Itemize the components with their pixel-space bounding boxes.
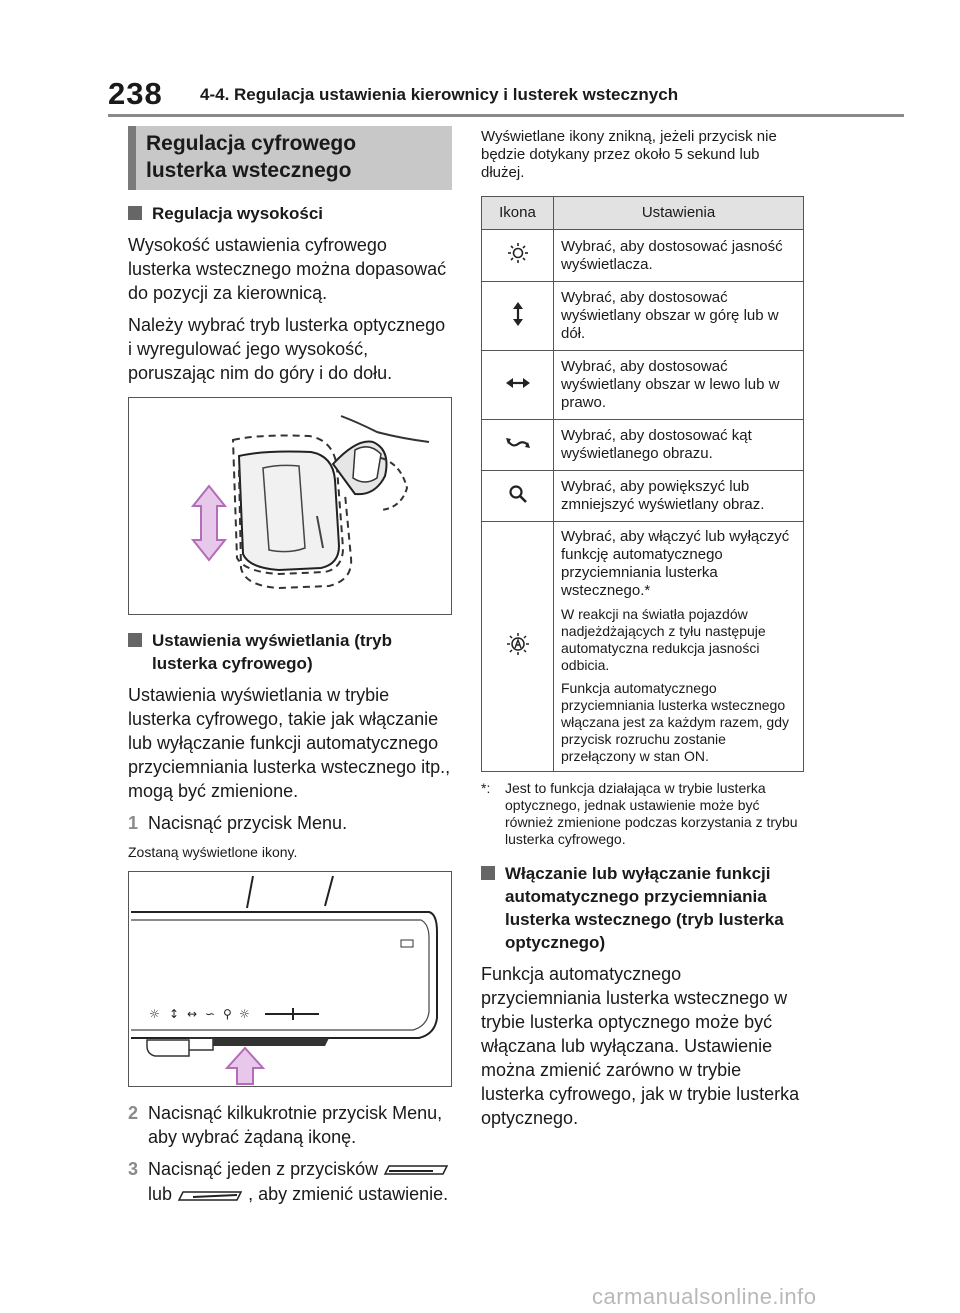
menu-auto-icon: ☼ xyxy=(239,1007,250,1021)
tilt-icon xyxy=(505,436,531,450)
page-header xyxy=(108,76,904,116)
screen-indicator-icon xyxy=(401,940,413,947)
table-row xyxy=(482,230,804,282)
left-column xyxy=(128,126,452,1216)
footnote-mark: *: xyxy=(481,780,491,796)
intro-text: Wyświetlane ikony znikną, jeżeli przycisk nie będzie dotykany przez około 5 sekund lub dłużej. xyxy=(481,128,777,181)
auto-dim-paragraph: Funkcja automatycznego przyciemniania lusterka wstecznego w trybie lusterka optycznego może być włączana lub wyłączana. Ustawienie można zmienić zarówno w trybie lusterka cyfrowego, jak w trybie lusterka optycznego. xyxy=(481,964,800,1128)
height-subheading xyxy=(128,202,452,225)
menu-brightness-icon: ☼ xyxy=(149,1007,160,1021)
mirror-body xyxy=(239,452,339,571)
horizontal-arrows-icon xyxy=(505,376,531,390)
row-note: W reakcji na światła pojazdów nadjeżdżających z tyłu następuje automatyczna redukcja jasności odbicia. xyxy=(561,606,766,673)
menu-tilt-icon: ∽ xyxy=(205,1007,216,1021)
menu-vertical-icon: ↕ xyxy=(169,1007,180,1021)
table-row xyxy=(482,471,804,522)
row-text: Wybrać, aby dostosować kąt wyświetlanego obrazu. xyxy=(554,420,804,471)
footnote-text: Jest to funkcja działająca w trybie lusterka optycznego, jednak ustawienie może być również zmienione podczas korzystania z trybu lusterka cyfrowego. xyxy=(505,780,798,847)
auto-dim-icon xyxy=(506,632,530,656)
mirror-button-strip xyxy=(213,1038,329,1046)
row-text: Wybrać, aby powiększyć lub zmniejszyć wyświetlany obraz. xyxy=(554,471,804,522)
chapter-title: 4-4. Regulacja ustawienia kierownicy i lusterek wstecznych xyxy=(200,85,679,104)
mirror-menu-figure xyxy=(128,871,452,1087)
left-button-icon xyxy=(383,1158,449,1182)
menu-zoom-icon: ⚲ xyxy=(223,1007,232,1021)
magnifier-icon xyxy=(508,484,528,504)
step-text-a: Nacisnąć jeden z przycisków xyxy=(148,1159,379,1179)
watermark: carmanualsonline.info xyxy=(592,1284,817,1309)
step-number: 2 xyxy=(128,1103,139,1123)
height-paragraph-1: Wysokość ustawienia cyfrowego lusterka wstecznego można dopasować do pozycji za kierownicą. xyxy=(128,235,447,303)
menu-horizontal-icon: ↔ xyxy=(187,1007,198,1021)
right-column xyxy=(481,126,804,1138)
step-2 xyxy=(128,1101,452,1149)
up-down-arrow-icon xyxy=(193,486,225,560)
row-note: Funkcja automatycznego przyciemniania lusterka wstecznego włączana jest za każdym razem, gdy przycisk rozruchu zostanie przełączony w stan ON. xyxy=(561,680,789,764)
page-number: 238 xyxy=(108,76,163,111)
footnote xyxy=(481,780,804,848)
step-text: Nacisnąć kilkukrotnie przycisk Menu, aby wybrać żądaną ikonę. xyxy=(148,1103,443,1147)
row-text: Wybrać, aby dostosować wyświetlany obszar w górę lub w dół. xyxy=(554,282,804,351)
display-subheading-text: Ustawienia wyświetlania (tryb lusterka cyfrowego) xyxy=(152,631,392,673)
table-row xyxy=(482,522,804,772)
col-icon-header: Ikona xyxy=(482,197,554,230)
brightness-icon xyxy=(507,242,529,264)
display-paragraph: Ustawienia wyświetlania w trybie lusterka cyfrowego, takie jak włączanie lub wyłączanie funkcji automatycznego przyciemniania lusterka wstecznego itp., mogą być zmienione. xyxy=(128,685,451,801)
table-header-row xyxy=(482,197,804,230)
table-row xyxy=(482,282,804,351)
mirror-bottom-left xyxy=(147,1040,189,1056)
bullet-square-icon xyxy=(128,206,142,220)
auto-dim-subheading xyxy=(481,862,804,954)
step-text-c: , aby zmienić ustawienie. xyxy=(248,1184,449,1205)
mirror-height-figure xyxy=(128,397,452,615)
step-1-note: Zostaną wyświetlone ikony. xyxy=(128,844,298,860)
row-text: Wybrać, aby dostosować wyświetlany obszar w lewo lub w prawo. xyxy=(554,351,804,420)
step-number: 3 xyxy=(128,1159,139,1179)
step-number: 1 xyxy=(128,813,139,833)
windshield-line xyxy=(341,416,429,442)
bullet-square-icon xyxy=(481,866,495,880)
col-setting-header: Ustawienia xyxy=(554,197,804,230)
height-subheading-text: Regulacja wysokości xyxy=(152,204,324,223)
display-subheading xyxy=(128,629,452,675)
step-text: Nacisnąć przycisk Menu. xyxy=(148,813,348,833)
step-3 xyxy=(128,1157,452,1208)
row-text: Wybrać, aby włączyć lub wyłączyć funkcję automatycznego przyciemniania lusterka wstecznego.* xyxy=(561,528,790,599)
right-button-icon xyxy=(177,1184,243,1208)
step-1 xyxy=(128,811,452,835)
bullet-square-icon xyxy=(128,633,142,647)
height-paragraph-2: Należy wybrać tryb lusterka optycznego i wyregulować jego wysokość, poruszając nim do góry i do dołu. xyxy=(128,315,446,383)
step-text-b: lub xyxy=(148,1184,173,1205)
mirror-mount-joint xyxy=(353,447,381,482)
auto-dim-subheading-text: Włączanie lub wyłączanie funkcji automatycznego przyciemniania lusterka wstecznego (tryb lusterka optycznego) xyxy=(505,864,784,952)
press-arrow-icon xyxy=(227,1048,263,1084)
menu-icon-row xyxy=(149,1007,250,1021)
icons-table xyxy=(481,196,804,772)
vertical-arrows-icon xyxy=(511,301,525,327)
header-rule xyxy=(108,114,904,117)
section-title: Regulacja cyfrowego lusterka wstecznego xyxy=(128,126,452,190)
table-row xyxy=(482,420,804,471)
row-text: Wybrać, aby dostosować jasność wyświetlacza. xyxy=(554,230,804,282)
table-row xyxy=(482,351,804,420)
